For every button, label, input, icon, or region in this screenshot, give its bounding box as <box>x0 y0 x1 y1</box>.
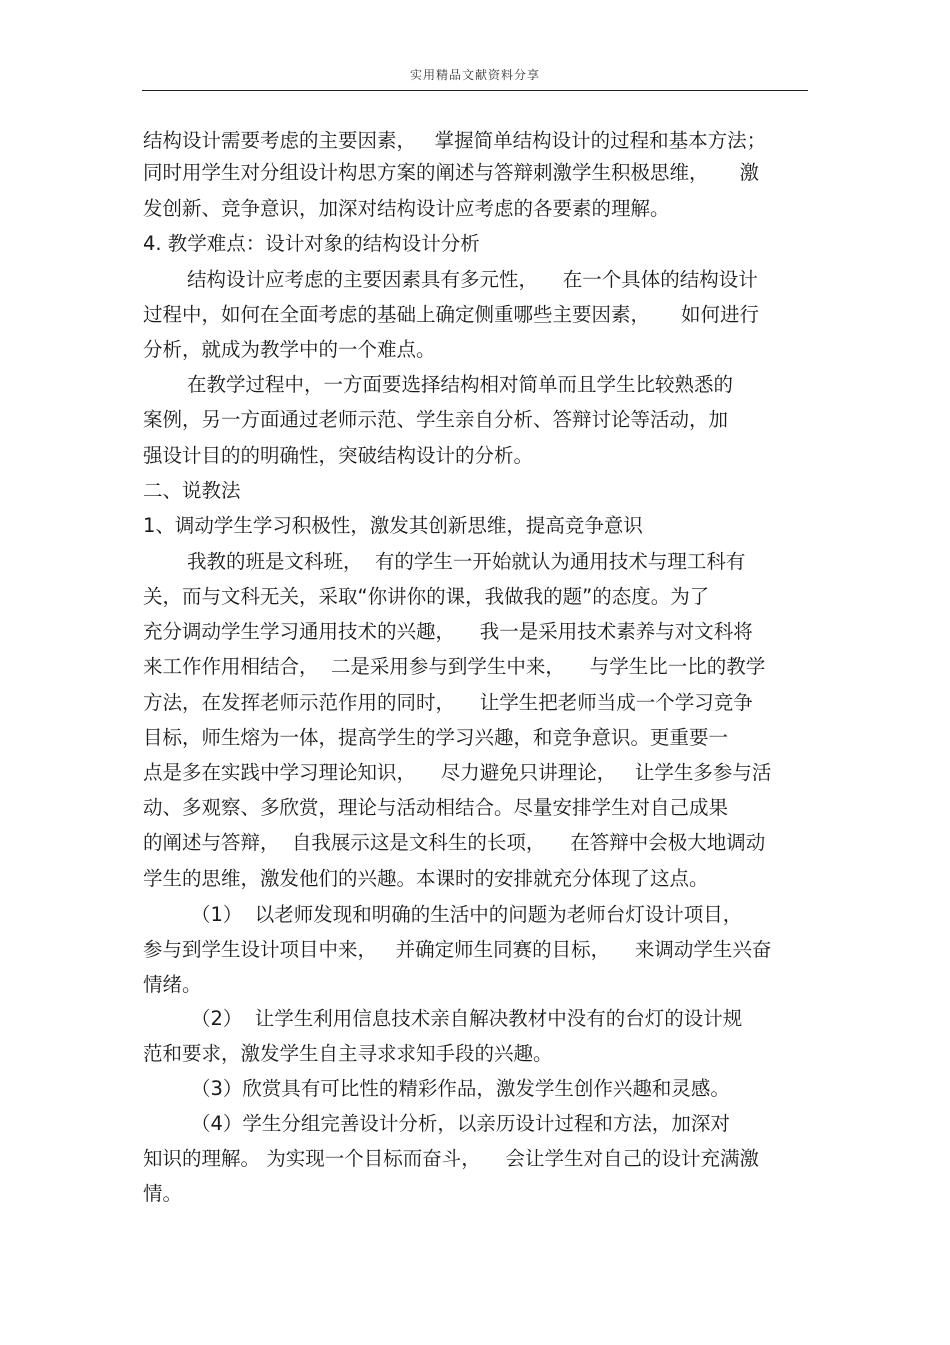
text-line: 的阐述与答辩， 自我展示这是文科生的长项， 在答辩中会极大地调动 <box>143 831 766 854</box>
text-line: 动、多观察、多欣赏，理论与活动相结合。尽量安排学生对自己成果 <box>143 796 729 819</box>
text-line: 案例，另一方面通过老师示范、学生亲自分析、答辩讨论等活动，加 <box>143 408 729 431</box>
text-line: 分析，就成为教学中的一个难点。 <box>143 338 436 361</box>
text-line: 充分调动学生学习通用技术的兴趣， 我一是采用技术素养与对文科将 <box>143 620 753 643</box>
text-line: 点是多在实践中学习理论知识， 尽力避免只讲理论， 让学生多参与活 <box>143 761 772 784</box>
text-line: 情。 <box>143 1182 183 1205</box>
section-heading: 1、调动学生学习积极性，激发其创新思维，提高竞争意识 <box>143 514 643 537</box>
text-line: 来工作作用相结合， 二是采用参与到学生中来， 与学生比一比的教学 <box>143 655 766 678</box>
text-line: 过程中，如何在全面考虑的基础上确定侧重哪些主要因素， 如何进行 <box>143 303 759 326</box>
text-line: 情绪。 <box>143 973 202 996</box>
list-item: （4）学生分组完善设计分析，以亲历设计过程和方法，加深对 <box>191 1112 730 1135</box>
text-line: 结构设计需要考虑的主要因素， 掌握简单结构设计的过程和基本方法； <box>143 129 767 152</box>
text-line: 结构设计应考虑的主要因素具有多元性， 在一个具体的结构设计 <box>187 268 758 291</box>
text-line: 参与到学生设计项目中来， 并确定师生同赛的目标， 来调动学生兴奋 <box>143 938 772 961</box>
text-line: 学生的思维，激发他们的兴趣。本课时的安排就充分体现了这点。 <box>143 867 709 890</box>
text-line: 同时用学生对分组设计构思方案的阐述与答辩刺激学生积极思维， 激 <box>143 161 759 184</box>
text-line: 范和要求，激发学生自主寻求求知手段的兴趣。 <box>143 1042 553 1065</box>
text-line: 在教学过程中，一方面要选择结构相对简单而且学生比较熟悉的 <box>187 373 734 396</box>
page-header: 实用精品文献资料分享 <box>409 68 540 82</box>
text-line: 我教的班是文科班， 有的学生一开始就认为通用技术与理工科有 <box>187 550 746 573</box>
list-item: （2） 让学生利用信息技术亲自解决教材中没有的台灯的设计规 <box>191 1007 743 1030</box>
list-item: （1） 以老师发现和明确的生活中的问题为老师台灯设计项目， <box>191 903 743 926</box>
text-line: 强设计目的的明确性，突破结构设计的分析。 <box>143 444 534 467</box>
list-item: （3）欣赏具有可比性的精彩作品，激发学生创作兴趣和灵感。 <box>191 1077 730 1100</box>
text-line: 关，而与文科无关，采取“你讲你的课，我做我的题”的态度。为了 <box>143 585 710 608</box>
text-line: 发创新、竞争意识，加深对结构设计应考虑的各要素的理解。 <box>143 197 670 220</box>
section-heading: 4. 教学难点：设计对象的结构设计分析 <box>143 232 480 255</box>
text-line: 目标，师生熔为一体，提高学生的学习兴趣，和竞争意识。更重要一 <box>143 726 729 749</box>
section-heading: 二、说教法 <box>143 479 241 502</box>
text-line: 方法，在发挥老师示范作用的同时， 让学生把老师当成一个学习竞争 <box>143 691 753 714</box>
text-line: 知识的理解。 为实现一个目标而奋斗， 会让学生对自己的设计充满激 <box>143 1147 759 1170</box>
